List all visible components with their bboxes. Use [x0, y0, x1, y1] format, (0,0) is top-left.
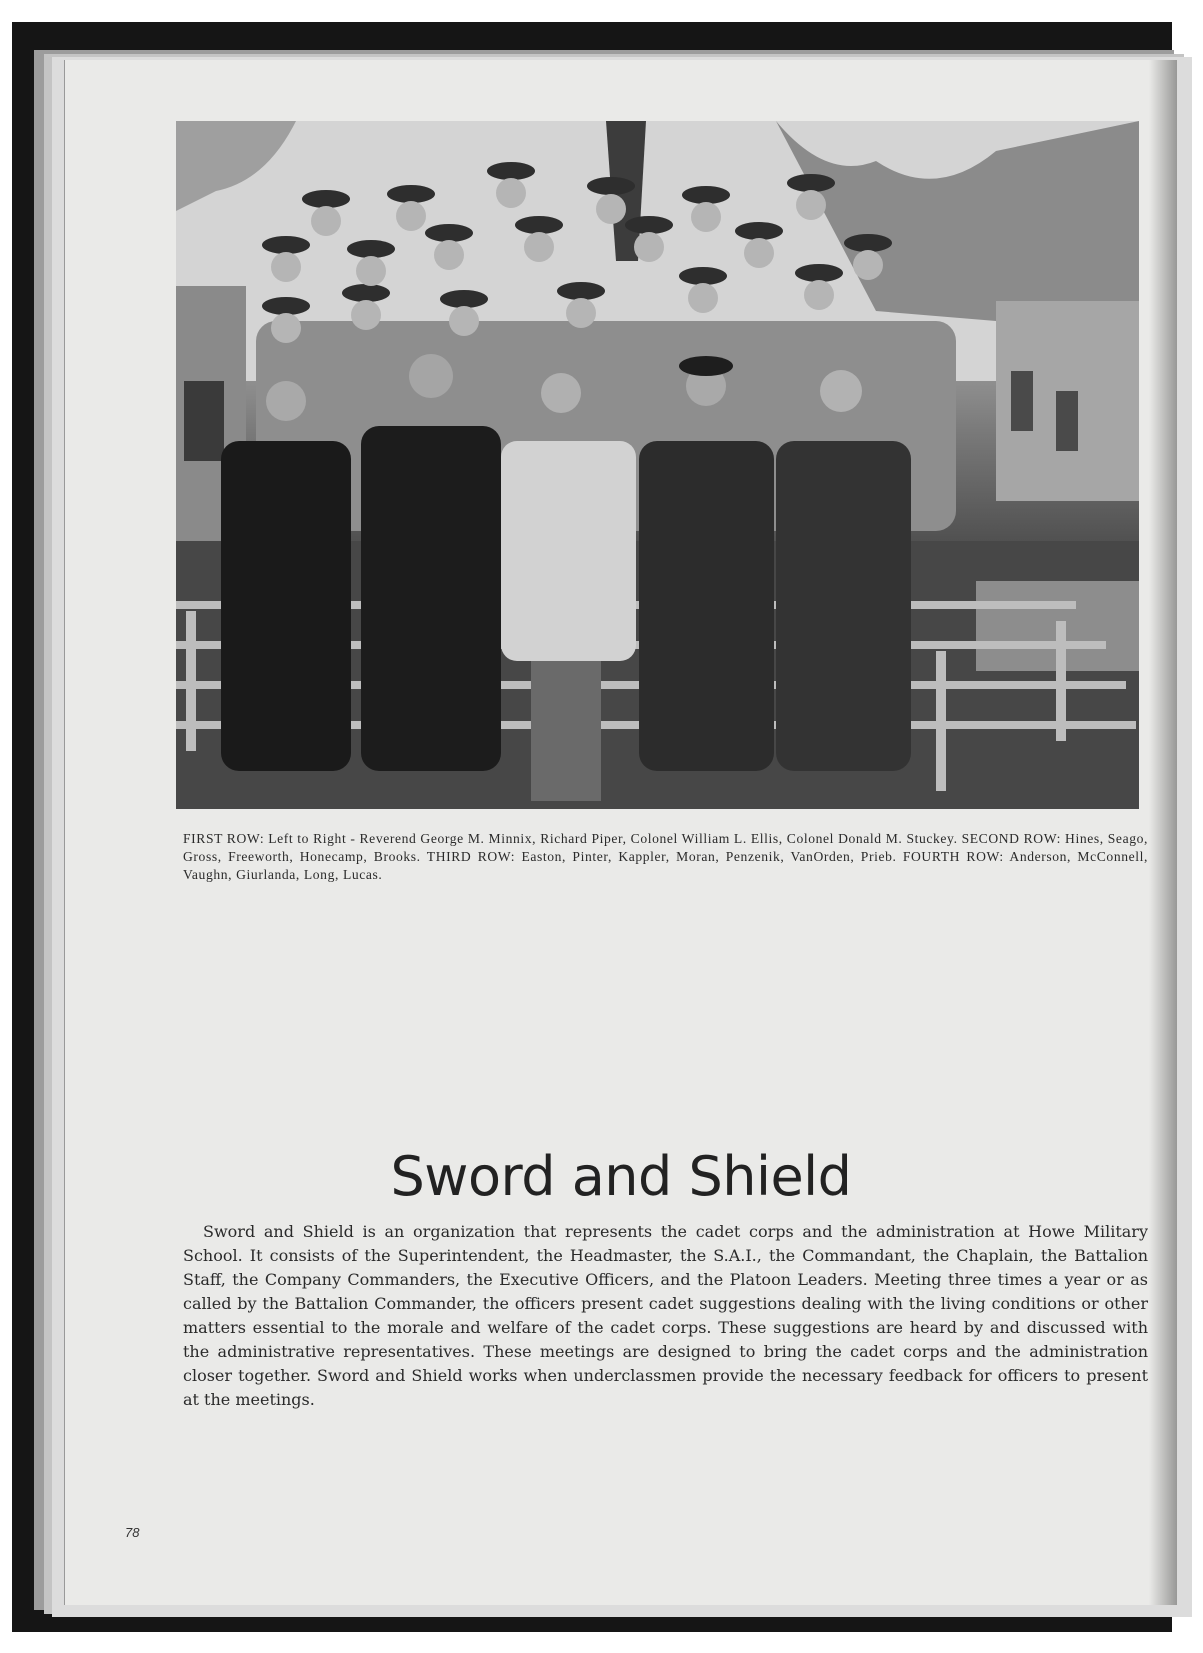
- page-title: Sword and Shield: [390, 1145, 852, 1208]
- group-photo: [176, 121, 1139, 809]
- binding-shadow: [1149, 60, 1177, 1605]
- yearbook-page: [64, 60, 1177, 1605]
- photo-caption: FIRST ROW: Left to Right - Reverend George M. Minnix, Richard Piper, Colonel William L. Ellis, Colonel Donald M. Stuckey. SECOND ROW: Hines, Seago, Gross, Freeworth, Honecamp, Brooks. THIRD ROW: Easton, Pinter, Kappler, Moran, Penzenik, VanOrden, Prieb. FOURTH ROW: Anderson, McConnell, Vaughn, Giurlanda, Long, Lucas.: [183, 831, 1148, 882]
- page-number: 78: [125, 1525, 140, 1540]
- article-body: Sword and Shield is an organization that represents the cadet corps and the administration at Howe Military School. It consists of the Superintendent, the Headmaster, the S.A.I., the Commandant, the Chaplain, the Battalion Staff, the Company Commanders, the Executive Officers, and the Platoon Leaders. Meeting three times a year or as called by the Battalion Commander, the officers present cadet suggestions dealing with the living conditions or other matters essential to the morale and welfare of the cadet corps. These suggestions are heard by and discussed with the administrative representatives. These meetings are designed to bring the cadet corps and the administration closer together. Sword and Shield works when underclassmen provide the necessary feedback for officers to present at the meetings.: [183, 1222, 1148, 1409]
- group-photo-illustration: [176, 121, 1139, 809]
